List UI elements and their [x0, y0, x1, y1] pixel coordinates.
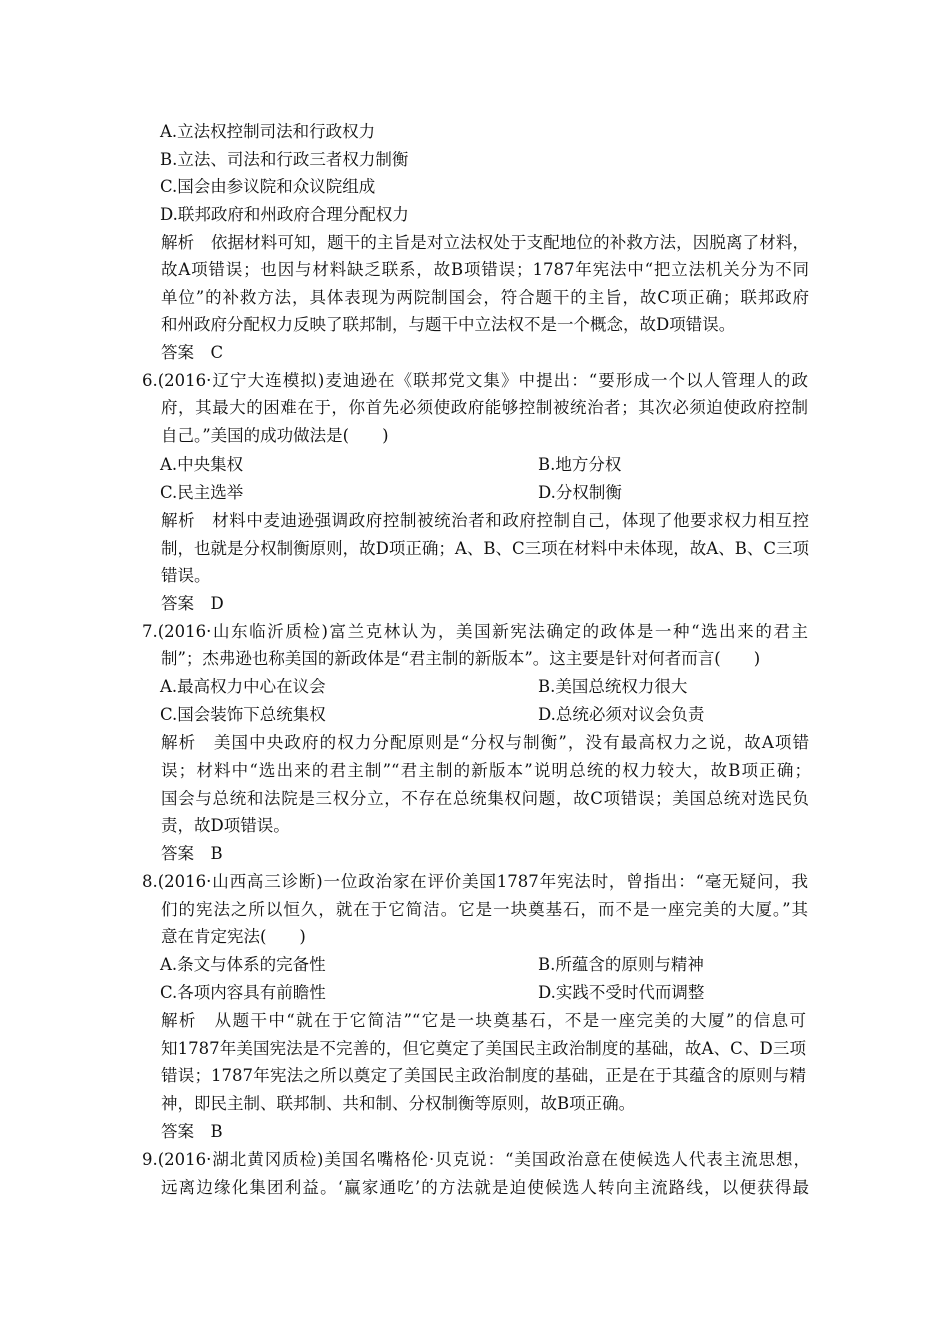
q5-explanation-line: 单位”的补救方法，具体表现为两院制国会，符合题干的主旨，故C项正确；联邦政府 [161, 288, 809, 307]
q9-stem-line: 远离边缘化集团利益。‘赢家通吃’的方法就是迫使候选人转向主流路线，以便获得最 [161, 1178, 809, 1197]
q7-explanation-line: 解析 美国中央政府的权力分配原则是“分权与制衡”，没有最高权力之说，故A项错 [161, 733, 809, 752]
q5-option-d: D.联邦政府和州政府合理分配权力 [160, 205, 409, 224]
q8-stem-line: 8.(2016·山西高三诊断)一位政治家在评价美国1787年宪法时，曾指出：“毫无疑问，我 [142, 872, 808, 891]
q6-stem-line: 自己。”美国的成功做法是( ) [161, 426, 389, 445]
q7-explanation-line: 误；材料中“选出来的君主制”“君主制的新版本”说明总统的权力较大，故B项正确； [161, 761, 811, 780]
q6-option-d: D.分权制衡 [538, 483, 622, 502]
q8-option-d: D.实践不受时代而调整 [538, 983, 705, 1002]
q7-option-b: B.美国总统权力很大 [538, 677, 688, 696]
q5-option-a: A.立法权控制司法和行政权力 [160, 122, 376, 141]
q5-explanation-line: 解析 依据材料可知，题干的主旨是对立法权处于支配地位的补救方法，因脱离了材料， [161, 233, 809, 252]
q7-option-d: D.总统必须对议会负责 [538, 705, 705, 724]
q7-stem-line: 制”；杰弗逊也称美国的新政体是“君主制的新版本”。这主要是针对何者而言( ) [161, 649, 761, 668]
q8-option-b: B.所蕴含的原则与精神 [538, 955, 704, 974]
q7-option-a: A.最高权力中心在议会 [160, 677, 326, 696]
q6-option-a: A.中央集权 [160, 455, 244, 474]
q7-explanation-line: 国会与总统和法院是三权分立，不存在总统集权问题，故C项错误；美国总统对选民负 [161, 789, 809, 808]
q6-explanation-line: 制，也就是分权制衡原则，故D项正确；A、B、C三项在材料中未体现，故A、B、C三项 [161, 539, 809, 558]
q6-answer: 答案 D [161, 594, 224, 613]
q6-explanation-line: 解析 材料中麦迪逊强调政府控制被统治者和政府控制自己，体现了他要求权力相互控 [161, 511, 809, 530]
q5-option-b: B.立法、司法和行政三者权力制衡 [160, 150, 409, 169]
q6-stem-line: 6.(2016·辽宁大连模拟)麦迪逊在《联邦党文集》中提出：“要形成一个以人管理人的政 [142, 371, 808, 390]
q7-stem-line: 7.(2016·山东临沂质检)富兰克林认为，美国新宪法确定的政体是一种“选出来的君主 [142, 622, 808, 641]
q6-explanation-line: 错误。 [161, 566, 211, 585]
q7-option-c: C.国会装饰下总统集权 [160, 705, 326, 724]
q6-option-c: C.民主选举 [160, 483, 244, 502]
q7-answer: 答案 B [161, 844, 223, 863]
q8-stem-line: 们的宪法之所以恒久，就在于它简洁。它是一块奠基石，而不是一座完美的大厦。”其 [161, 900, 808, 919]
q5-option-c: C.国会由参议院和众议院组成 [160, 177, 376, 196]
q5-answer: 答案 C [161, 343, 224, 362]
q8-option-a: A.条文与体系的完备性 [160, 955, 326, 974]
q8-option-c: C.各项内容具有前瞻性 [160, 983, 326, 1002]
q8-explanation-line: 解析 从题干中“就在于它简洁”“它是一块奠基石，不是一座完美的大厦”的信息可 [161, 1011, 806, 1030]
q6-option-b: B.地方分权 [538, 455, 622, 474]
q9-stem-line: 9.(2016·湖北黄冈质检)美国名嘴格伦·贝克说：“美国政治意在使候选人代表主流思想， [142, 1150, 810, 1169]
q8-stem-line: 意在肯定宪法( ) [161, 927, 306, 946]
q8-explanation-line: 错误；1787年宪法之所以奠定了美国民主政治制度的基础，正是在于其蕴含的原则与精 [161, 1066, 806, 1085]
q5-explanation-line: 和州政府分配权力反映了联邦制，与题干中立法权不是一个概念，故D项错误。 [161, 315, 736, 334]
q7-explanation-line: 责，故D项错误。 [161, 816, 290, 835]
q8-explanation-line: 知1787年美国宪法是不完善的，但它奠定了美国民主政治制度的基础，故A、C、D三项 [161, 1039, 806, 1058]
q6-stem-line: 府，其最大的困难在于，你首先必须使政府能够控制被统治者；其次必须迫使政府控制 [161, 398, 808, 417]
q5-explanation-line: 故A项错误；也因与材料缺乏联系，故B项错误；1787年宪法中“把立法机关分为不同 [161, 260, 809, 279]
q8-answer: 答案 B [161, 1122, 223, 1141]
q8-explanation-line: 神，即民主制、联邦制、共和制、分权制衡等原则，故B项正确。 [161, 1094, 636, 1113]
